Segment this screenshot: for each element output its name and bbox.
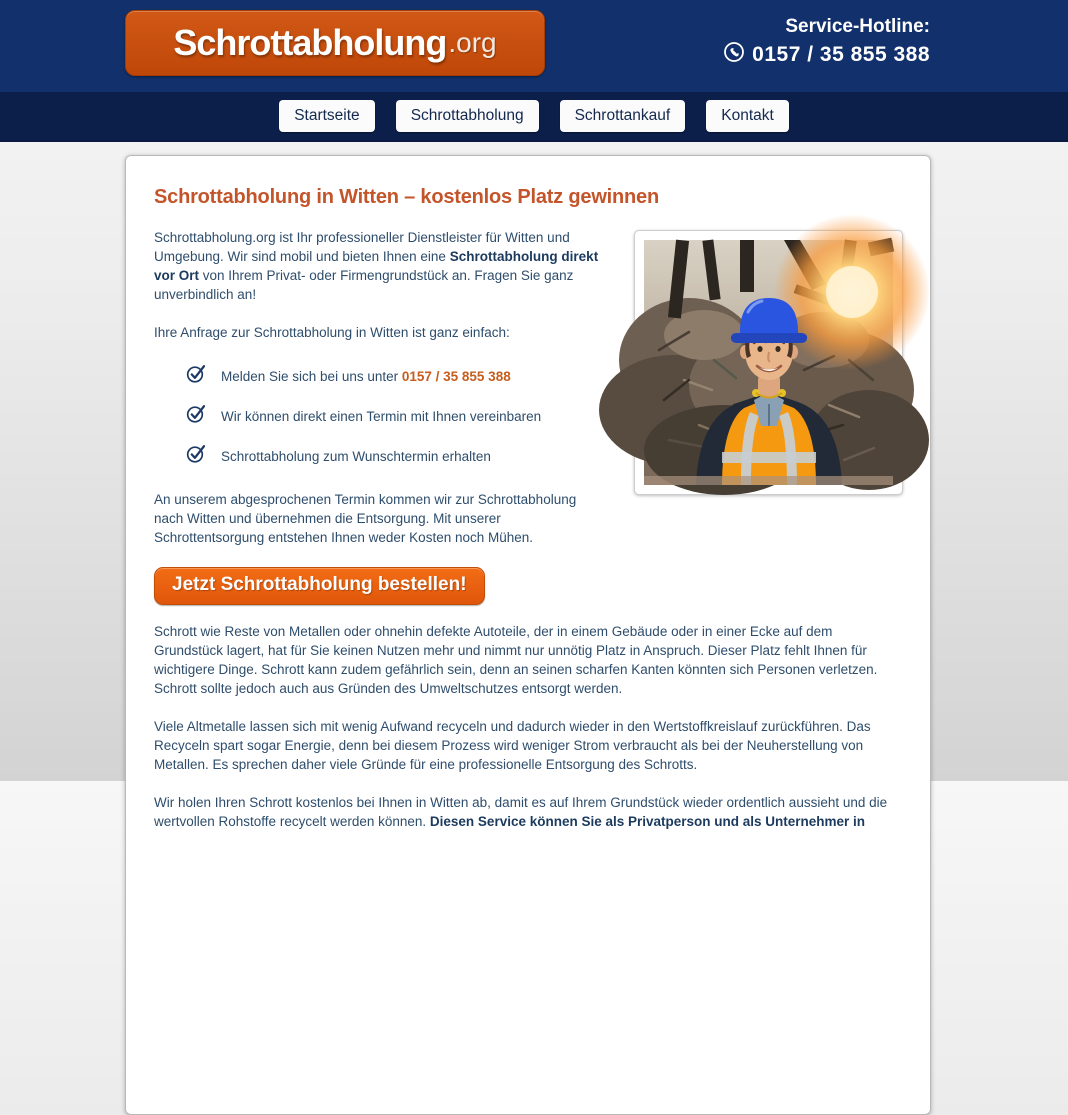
service-text-bold: Diesen Service können Sie als Privatperson und als Unternehmer in xyxy=(429,814,866,829)
logo-text: Schrottabholung xyxy=(173,22,447,63)
checklist-item xyxy=(186,406,609,426)
checklist-phone-number: 0157 / 35 855 388 xyxy=(401,368,511,384)
service-paragraph xyxy=(154,793,903,831)
appointment-paragraph: An unserem abgesprochenen Termin kommen wir zur Schrottabholung nach Witten und übernehmen die Entsorgung. Mit unserer Schrottentsorgung entstehen Ihnen weder Kosten noch Mühen. xyxy=(154,492,577,545)
main-area xyxy=(0,142,1068,1115)
checklist-text: Schrottabholung zum Wunschtermin erhalten xyxy=(221,448,491,464)
scrap-worker-illustration xyxy=(644,240,893,485)
logo-suffix: .org xyxy=(448,27,497,58)
scrap-info-paragraph: Schrott wie Reste von Metallen oder ohnehin defekte Autoteile, der in einem Gebäude oder in einer Ecke auf dem Grundstück lagert, hat für Sie keinen Nutzen mehr und nimmt nur unnötig Platz in Anspruch. Dieser Platz fehlt Ihnen für wichtigere Dinge. Schrott kann zudem gefährlich sein, denn an seinen scharfen Kanten könnten sich Personen verletzen. Schrott sollte jedoch auch aus Gründen des Umweltschutzes entsorgt werden. xyxy=(154,624,878,696)
page-title: Schrottabholung in Witten – kostenlos Platz gewinnen xyxy=(154,186,660,208)
intro-text-2: von Ihrem Privat- oder Firmengrundstück an. Fragen Sie ganz unverbindlich an! xyxy=(154,268,574,302)
cta-button[interactable]: Jetzt Schrottabholung bestellen! xyxy=(154,567,485,605)
checklist-item xyxy=(186,366,609,386)
logo[interactable] xyxy=(125,10,545,76)
checkmark-icon xyxy=(186,364,208,386)
nav-item-schrottabholung[interactable]: Schrottabholung xyxy=(396,100,539,132)
nav-item-schrottankauf[interactable]: Schrottankauf xyxy=(560,100,686,132)
nav-item-startseite[interactable]: Startseite xyxy=(279,100,374,132)
checklist-text: Wir können direkt einen Termin mit Ihnen vereinbaren xyxy=(221,408,542,424)
service-text: Wir holen Ihren Schrott kostenlos bei Ihnen in Witten ab, damit es auf Ihrem Grundstück wieder ordentlich aussieht und die wertvollen Rohstoffe recycelt werden können. xyxy=(154,795,888,829)
intro-text-bold: Schrottabholung direkt vor Ort xyxy=(154,249,599,283)
checkmark-icon xyxy=(186,404,208,426)
checklist-text: Melden Sie sich bei uns unter 0157 / 35 855 388 xyxy=(221,368,511,384)
request-intro-line: Ihre Anfrage zur Schrottabholung in Witten ist ganz einfach: xyxy=(154,325,510,340)
recycling-paragraph: Viele Altmetalle lassen sich mit wenig Aufwand recyceln und dadurch wieder in den Wertstoffkreislauf zurückführen. Das Recyceln spart sogar Energie, denn bei diesem Prozess wird weniger Strom verbraucht als bei der Neuherstellung von Metallen. Es sprechen daher viele Gründe für eine professionelle Entsorgung des Schrotts. xyxy=(154,719,871,772)
header xyxy=(0,0,1068,92)
main-nav xyxy=(0,92,1068,142)
intro-text-1: Schrottabholung.org ist Ihr professioneller Dienstleister für Witten und Umgebung. Wir sind mobil und bieten Ihnen eine xyxy=(154,230,570,264)
nav-item-kontakt[interactable]: Kontakt xyxy=(706,100,789,132)
hero-image xyxy=(634,230,903,495)
hotline-number: 0157 / 35 855 388 xyxy=(752,42,930,66)
service-hotline xyxy=(723,16,930,68)
checkmark-icon xyxy=(186,444,208,466)
phone-icon xyxy=(723,41,745,68)
checklist-item xyxy=(186,446,609,466)
hotline-label: Service-Hotline: xyxy=(785,16,930,37)
content-card xyxy=(125,155,931,1115)
